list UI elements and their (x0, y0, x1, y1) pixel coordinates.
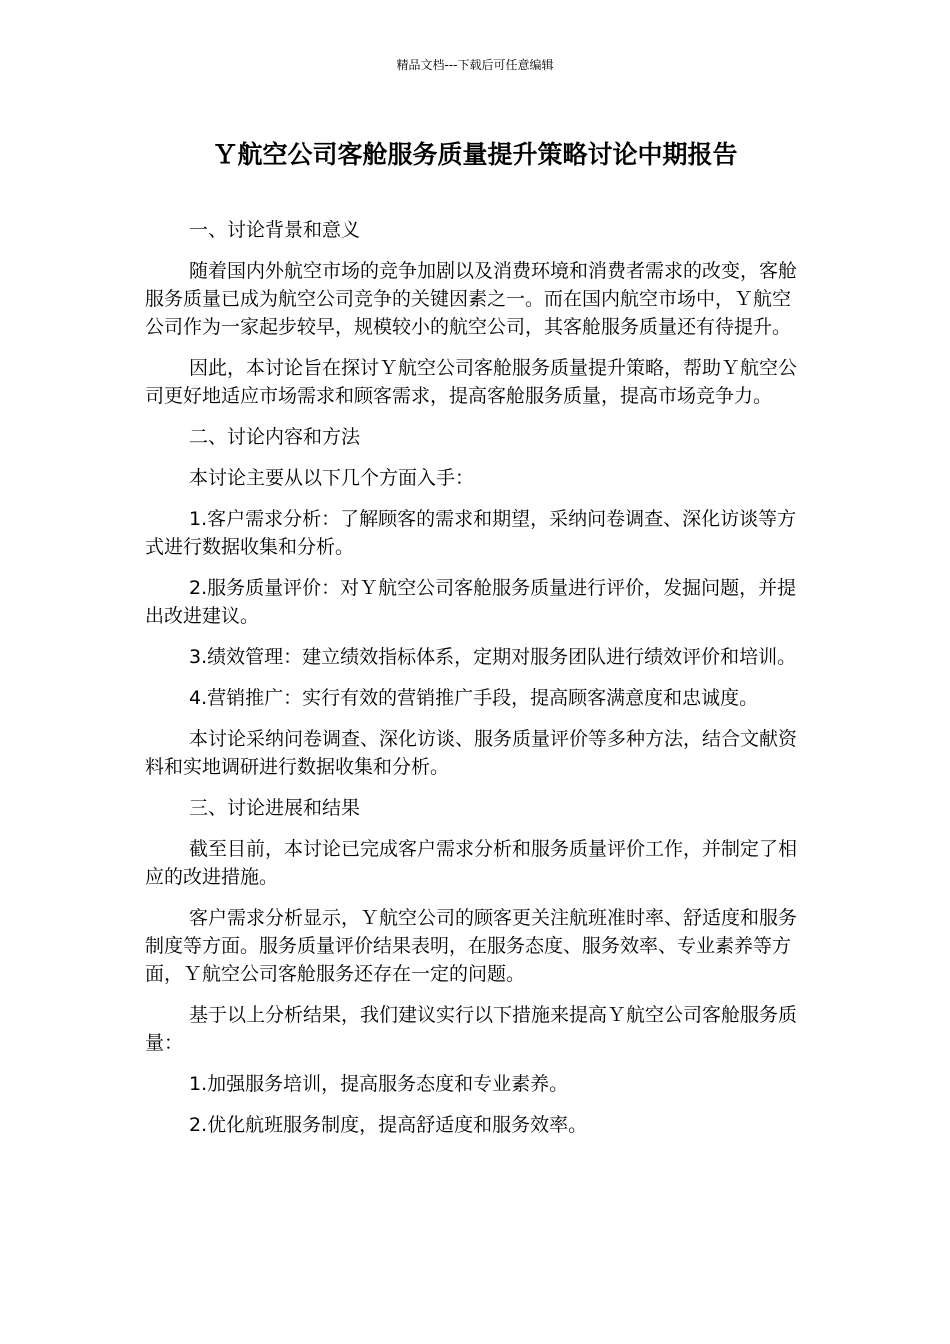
section-heading-progress-results: 三、讨论进展和结果 (189, 797, 361, 819)
list-item-service-evaluation: 2.服务质量评价：对Ｙ航空公司客舱服务质量进行评价，发掘问题，并提出改进建议。 (145, 577, 797, 627)
list-item-performance-management: 3.绩效管理：建立绩效指标体系，定期对服务团队进行绩效评价和培训。 (189, 646, 797, 668)
paragraph-recommendation-intro: 基于以上分析结果，我们建议实行以下措施来提高Ｙ航空公司客舱服务质量： (145, 1004, 798, 1054)
page-header-note: 精品文档---下载后可任意编辑 (396, 58, 554, 72)
list-item-customer-needs: 1.客户需求分析：了解顾客的需求和期望，采纳问卷调查、深化访谈等方式进行数据收集和分析。 (145, 508, 797, 558)
document-title: Ｙ航空公司客舱服务质量提升策略讨论中期报告 (212, 140, 738, 169)
paragraph-findings: 客户需求分析显示，Ｙ航空公司的顾客更关注航班准时率、舒适度和服务制度等方面。服务质量评价结果表明，在服务态度、服务效率、专业素养等方面，Ｙ航空公司客舱服务还存在一定的问题。 (145, 907, 798, 985)
paragraph-content-intro: 本讨论主要从以下几个方面入手： (189, 467, 475, 489)
section-heading-background: 一、讨论背景和意义 (189, 219, 361, 241)
paragraph-progress: 截至目前，本讨论已完成客户需求分析和服务质量评价工作，并制定了相应的改进措施。 (145, 838, 798, 888)
list-item-training: 1.加强服务培训，提高服务态度和专业素养。 (189, 1073, 569, 1095)
paragraph-purpose: 因此，本讨论旨在探讨Ｙ航空公司客舱服务质量提升策略，帮助Ｙ航空公司更好地适应市场需求和顾客需求，提高客舱服务质量，提高市场竞争力。 (145, 357, 798, 407)
list-item-marketing: 4.营销推广：实行有效的营销推广手段，提高顾客满意度和忠诚度。 (189, 687, 759, 709)
document-body (145, 216, 807, 1152)
paragraph-background: 随着国内外航空市场的竞争加剧以及消费环境和消费者需求的改变，客舱服务质量已成为航空公司竞争的关键因素之一。而在国内航空市场中，Ｙ航空公司作为一家起步较早，规模较小的航空公司，其客舱服务质量还有待提升。 (145, 260, 798, 338)
section-heading-content-methods: 二、讨论内容和方法 (189, 426, 361, 448)
list-item-flight-service: 2.优化航班服务制度，提高舒适度和服务效率。 (189, 1114, 588, 1136)
paragraph-methods: 本讨论采纳问卷调查、深化访谈、服务质量评价等多种方法，结合文献资料和实地调研进行数据收集和分析。 (145, 728, 798, 778)
